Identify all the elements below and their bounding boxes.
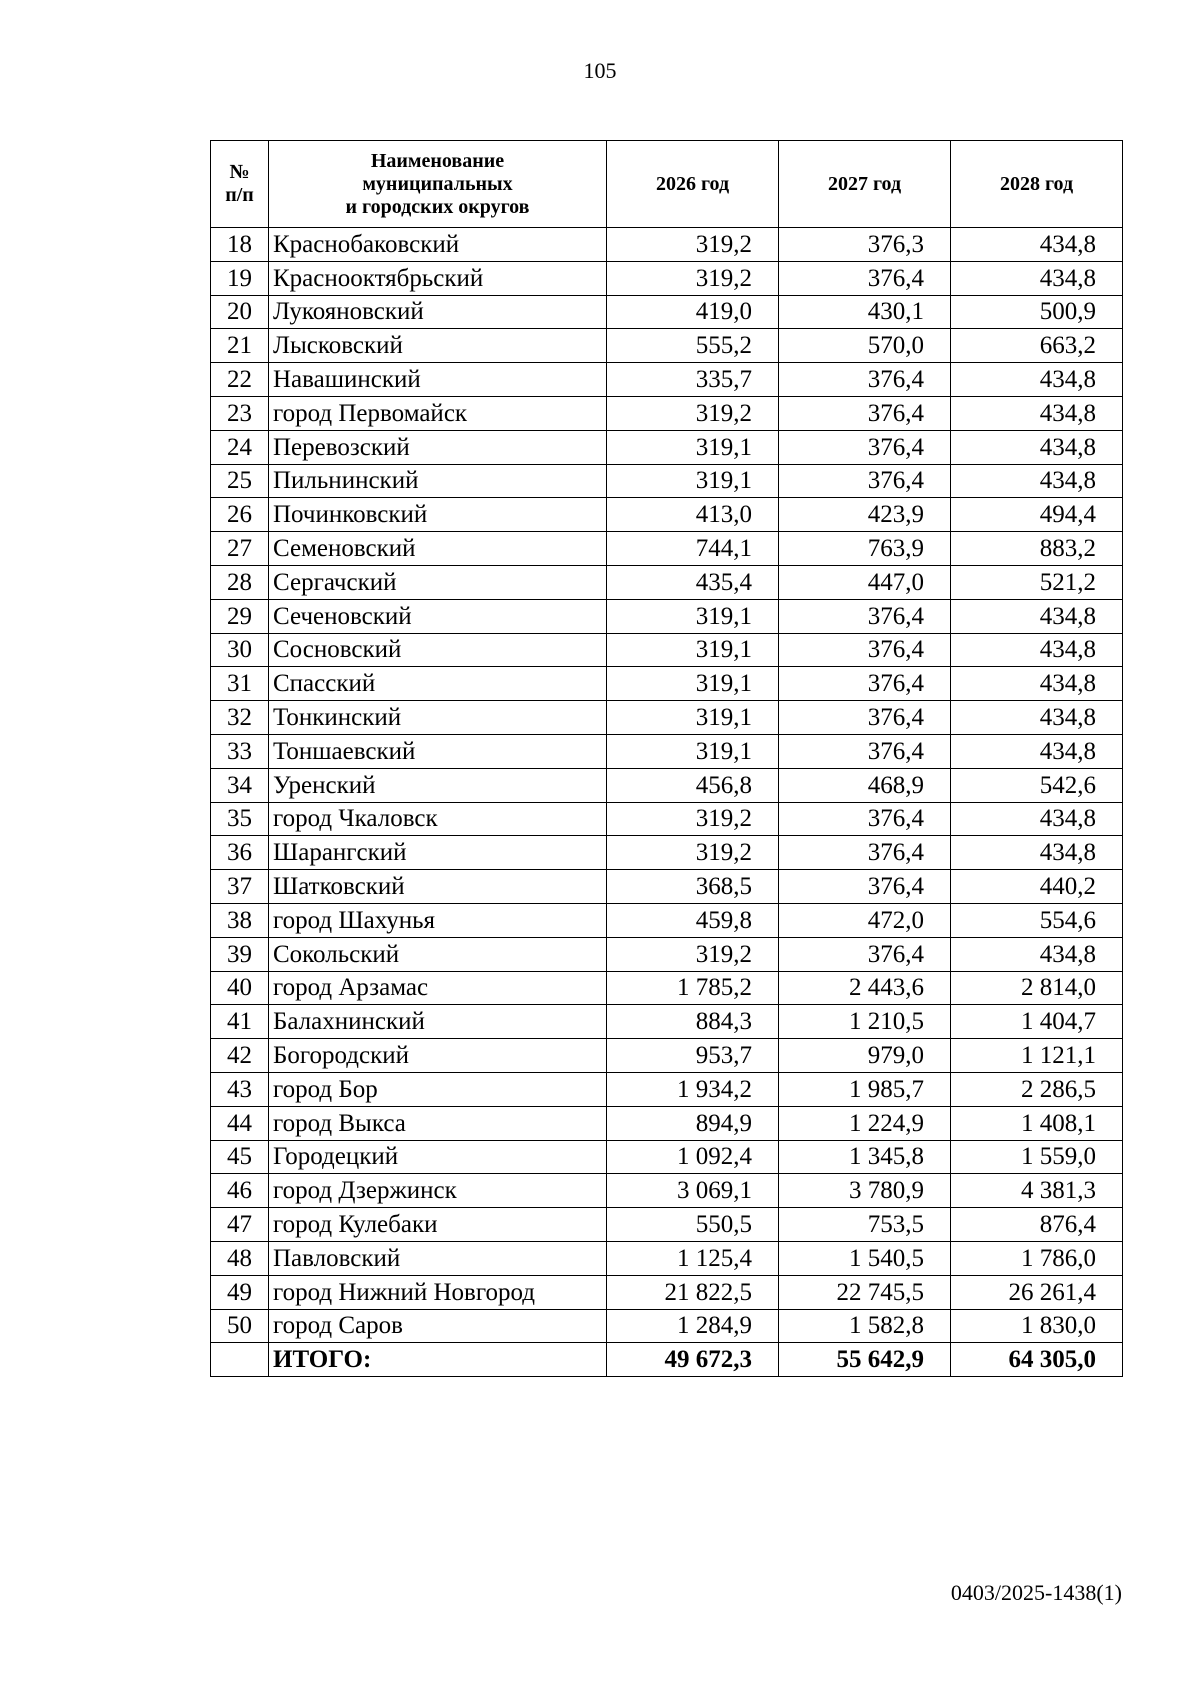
district-name: город Нижний Новгород (269, 1275, 607, 1309)
value-2027: 1 224,9 (779, 1106, 951, 1140)
row-number: 18 (211, 228, 269, 262)
value-2026: 319,1 (607, 599, 779, 633)
district-name: город Шахунья (269, 903, 607, 937)
value-2028: 1 830,0 (951, 1309, 1123, 1343)
value-2028: 434,8 (951, 599, 1123, 633)
table-row (211, 1208, 1123, 1242)
value-2027: 376,4 (779, 633, 951, 667)
value-2026: 459,8 (607, 903, 779, 937)
value-2026: 894,9 (607, 1106, 779, 1140)
value-2028: 434,8 (951, 228, 1123, 262)
district-name: Сосновский (269, 633, 607, 667)
table-row (211, 329, 1123, 363)
row-number: 50 (211, 1309, 269, 1343)
district-name: Семеновский (269, 532, 607, 566)
row-number: 42 (211, 1039, 269, 1073)
district-name: Городецкий (269, 1140, 607, 1174)
row-number: 49 (211, 1275, 269, 1309)
row-number: 48 (211, 1241, 269, 1275)
value-2027: 376,3 (779, 228, 951, 262)
value-2027: 1 582,8 (779, 1309, 951, 1343)
header-row (211, 141, 1123, 228)
row-number: 23 (211, 396, 269, 430)
row-number: 31 (211, 667, 269, 701)
value-2026: 1 934,2 (607, 1072, 779, 1106)
total-2027: 55 642,9 (779, 1343, 951, 1377)
value-2028: 1 121,1 (951, 1039, 1123, 1073)
row-number: 35 (211, 802, 269, 836)
value-2027: 763,9 (779, 532, 951, 566)
district-name: Сергачский (269, 565, 607, 599)
table-row (211, 464, 1123, 498)
value-2026: 555,2 (607, 329, 779, 363)
value-2026: 1 785,2 (607, 971, 779, 1005)
row-number: 45 (211, 1140, 269, 1174)
row-number: 27 (211, 532, 269, 566)
table-row (211, 903, 1123, 937)
table-row (211, 363, 1123, 397)
table-row (211, 633, 1123, 667)
row-number: 33 (211, 734, 269, 768)
value-2027: 376,4 (779, 363, 951, 397)
value-2027: 423,9 (779, 498, 951, 532)
value-2027: 447,0 (779, 565, 951, 599)
district-name: Лукояновский (269, 295, 607, 329)
value-2028: 434,8 (951, 667, 1123, 701)
row-number: 41 (211, 1005, 269, 1039)
value-2027: 376,4 (779, 802, 951, 836)
budget-table (210, 140, 1123, 1377)
district-name: город Саров (269, 1309, 607, 1343)
value-2027: 376,4 (779, 836, 951, 870)
value-2026: 319,1 (607, 430, 779, 464)
value-2028: 434,8 (951, 802, 1123, 836)
value-2026: 319,1 (607, 667, 779, 701)
district-name: город Бор (269, 1072, 607, 1106)
value-2027: 22 745,5 (779, 1275, 951, 1309)
district-name: Спасский (269, 667, 607, 701)
value-2026: 319,2 (607, 396, 779, 430)
value-2027: 2 443,6 (779, 971, 951, 1005)
value-2027: 1 345,8 (779, 1140, 951, 1174)
value-2027: 376,4 (779, 701, 951, 735)
value-2026: 3 069,1 (607, 1174, 779, 1208)
value-2026: 550,5 (607, 1208, 779, 1242)
row-number: 34 (211, 768, 269, 802)
table-row (211, 836, 1123, 870)
district-name: Краснобаковский (269, 228, 607, 262)
table-row (211, 498, 1123, 532)
total-row (211, 1343, 1123, 1377)
table-row (211, 1106, 1123, 1140)
value-2026: 335,7 (607, 363, 779, 397)
value-2028: 434,8 (951, 937, 1123, 971)
table-row (211, 971, 1123, 1005)
table-row (211, 937, 1123, 971)
value-2028: 876,4 (951, 1208, 1123, 1242)
row-number: 37 (211, 870, 269, 904)
table-row (211, 1039, 1123, 1073)
value-2026: 319,1 (607, 734, 779, 768)
table-row (211, 295, 1123, 329)
district-name: Сеченовский (269, 599, 607, 633)
table-header (211, 141, 1123, 228)
row-number: 30 (211, 633, 269, 667)
value-2026: 884,3 (607, 1005, 779, 1039)
value-2026: 1 284,9 (607, 1309, 779, 1343)
value-2028: 434,8 (951, 836, 1123, 870)
value-2028: 434,8 (951, 734, 1123, 768)
value-2028: 542,6 (951, 768, 1123, 802)
district-name: Шатковский (269, 870, 607, 904)
header-2026: 2026 год (607, 141, 779, 228)
total-num (211, 1343, 269, 1377)
value-2027: 468,9 (779, 768, 951, 802)
value-2028: 521,2 (951, 565, 1123, 599)
district-name: город Арзамас (269, 971, 607, 1005)
value-2026: 21 822,5 (607, 1275, 779, 1309)
value-2027: 376,4 (779, 734, 951, 768)
value-2026: 744,1 (607, 532, 779, 566)
page-number: 105 (583, 58, 617, 83)
table-row (211, 802, 1123, 836)
district-name: Балахнинский (269, 1005, 607, 1039)
row-number: 36 (211, 836, 269, 870)
row-number: 28 (211, 565, 269, 599)
district-name: город Первомайск (269, 396, 607, 430)
district-name: Уренский (269, 768, 607, 802)
row-number: 32 (211, 701, 269, 735)
table-row (211, 565, 1123, 599)
district-name: Лысковский (269, 329, 607, 363)
value-2026: 319,2 (607, 937, 779, 971)
value-2027: 979,0 (779, 1039, 951, 1073)
value-2027: 753,5 (779, 1208, 951, 1242)
value-2026: 319,2 (607, 228, 779, 262)
district-name: Пильнинский (269, 464, 607, 498)
value-2027: 430,1 (779, 295, 951, 329)
value-2028: 883,2 (951, 532, 1123, 566)
value-2026: 413,0 (607, 498, 779, 532)
total-2026: 49 672,3 (607, 1343, 779, 1377)
row-number: 24 (211, 430, 269, 464)
row-number: 43 (211, 1072, 269, 1106)
header-2028: 2028 год (951, 141, 1123, 228)
value-2028: 26 261,4 (951, 1275, 1123, 1309)
value-2027: 1 540,5 (779, 1241, 951, 1275)
value-2028: 2 286,5 (951, 1072, 1123, 1106)
table-row (211, 532, 1123, 566)
district-name: город Выкса (269, 1106, 607, 1140)
district-name: Краснооктябрьский (269, 261, 607, 295)
district-name: Павловский (269, 1241, 607, 1275)
value-2028: 434,8 (951, 633, 1123, 667)
value-2027: 3 780,9 (779, 1174, 951, 1208)
table-row (211, 261, 1123, 295)
row-number: 26 (211, 498, 269, 532)
value-2028: 1 786,0 (951, 1241, 1123, 1275)
table-row (211, 396, 1123, 430)
row-number: 22 (211, 363, 269, 397)
value-2028: 1 404,7 (951, 1005, 1123, 1039)
row-number: 39 (211, 937, 269, 971)
value-2028: 663,2 (951, 329, 1123, 363)
value-2027: 376,4 (779, 667, 951, 701)
table-row (211, 1241, 1123, 1275)
value-2027: 376,4 (779, 430, 951, 464)
row-number: 44 (211, 1106, 269, 1140)
table-row (211, 1005, 1123, 1039)
value-2026: 319,1 (607, 701, 779, 735)
value-2028: 434,8 (951, 396, 1123, 430)
value-2026: 319,1 (607, 633, 779, 667)
value-2028: 434,8 (951, 430, 1123, 464)
table-row (211, 1309, 1123, 1343)
table-row (211, 734, 1123, 768)
value-2027: 376,4 (779, 599, 951, 633)
district-name: Тонкинский (269, 701, 607, 735)
table-row (211, 768, 1123, 802)
district-name: Починковский (269, 498, 607, 532)
value-2026: 419,0 (607, 295, 779, 329)
district-name: Сокольский (269, 937, 607, 971)
value-2028: 434,8 (951, 701, 1123, 735)
row-number: 40 (211, 971, 269, 1005)
row-number: 25 (211, 464, 269, 498)
row-number: 20 (211, 295, 269, 329)
value-2026: 319,1 (607, 464, 779, 498)
district-name: Перевозский (269, 430, 607, 464)
table-row (211, 701, 1123, 735)
value-2027: 376,4 (779, 464, 951, 498)
district-name: Шарангский (269, 836, 607, 870)
header-name: Наименование муниципальных и городских округов (269, 141, 607, 228)
value-2028: 434,8 (951, 464, 1123, 498)
value-2028: 434,8 (951, 261, 1123, 295)
value-2028: 1 559,0 (951, 1140, 1123, 1174)
value-2027: 472,0 (779, 903, 951, 937)
value-2028: 440,2 (951, 870, 1123, 904)
document-code: 0403/2025-1438(1) (950, 1580, 1122, 1605)
value-2026: 1 125,4 (607, 1241, 779, 1275)
row-number: 29 (211, 599, 269, 633)
value-2026: 319,2 (607, 836, 779, 870)
total-label: ИТОГО: (269, 1343, 607, 1377)
row-number: 21 (211, 329, 269, 363)
table-row (211, 870, 1123, 904)
value-2026: 368,5 (607, 870, 779, 904)
value-2027: 1 985,7 (779, 1072, 951, 1106)
value-2027: 570,0 (779, 329, 951, 363)
row-number: 19 (211, 261, 269, 295)
district-name: город Кулебаки (269, 1208, 607, 1242)
value-2028: 2 814,0 (951, 971, 1123, 1005)
district-name: Тоншаевский (269, 734, 607, 768)
district-name: Богородский (269, 1039, 607, 1073)
row-number: 46 (211, 1174, 269, 1208)
value-2027: 1 210,5 (779, 1005, 951, 1039)
value-2026: 953,7 (607, 1039, 779, 1073)
value-2026: 319,2 (607, 802, 779, 836)
value-2027: 376,4 (779, 261, 951, 295)
header-num: № п/п (211, 141, 269, 228)
total-2028: 64 305,0 (951, 1343, 1123, 1377)
value-2027: 376,4 (779, 937, 951, 971)
district-name: Навашинский (269, 363, 607, 397)
row-number: 47 (211, 1208, 269, 1242)
table-row (211, 599, 1123, 633)
value-2028: 494,4 (951, 498, 1123, 532)
district-name: город Чкаловск (269, 802, 607, 836)
table-row (211, 1072, 1123, 1106)
header-2027: 2027 год (779, 141, 951, 228)
row-number: 38 (211, 903, 269, 937)
table-row (211, 1174, 1123, 1208)
table-body (211, 228, 1123, 1377)
table-row (211, 228, 1123, 262)
value-2026: 456,8 (607, 768, 779, 802)
value-2028: 4 381,3 (951, 1174, 1123, 1208)
table-row (211, 1140, 1123, 1174)
value-2027: 376,4 (779, 870, 951, 904)
district-name: город Дзержинск (269, 1174, 607, 1208)
table-row (211, 430, 1123, 464)
value-2028: 500,9 (951, 295, 1123, 329)
table-row (211, 1275, 1123, 1309)
value-2028: 434,8 (951, 363, 1123, 397)
table-row (211, 667, 1123, 701)
value-2026: 435,4 (607, 565, 779, 599)
value-2028: 1 408,1 (951, 1106, 1123, 1140)
value-2028: 554,6 (951, 903, 1123, 937)
value-2026: 319,2 (607, 261, 779, 295)
value-2027: 376,4 (779, 396, 951, 430)
value-2026: 1 092,4 (607, 1140, 779, 1174)
